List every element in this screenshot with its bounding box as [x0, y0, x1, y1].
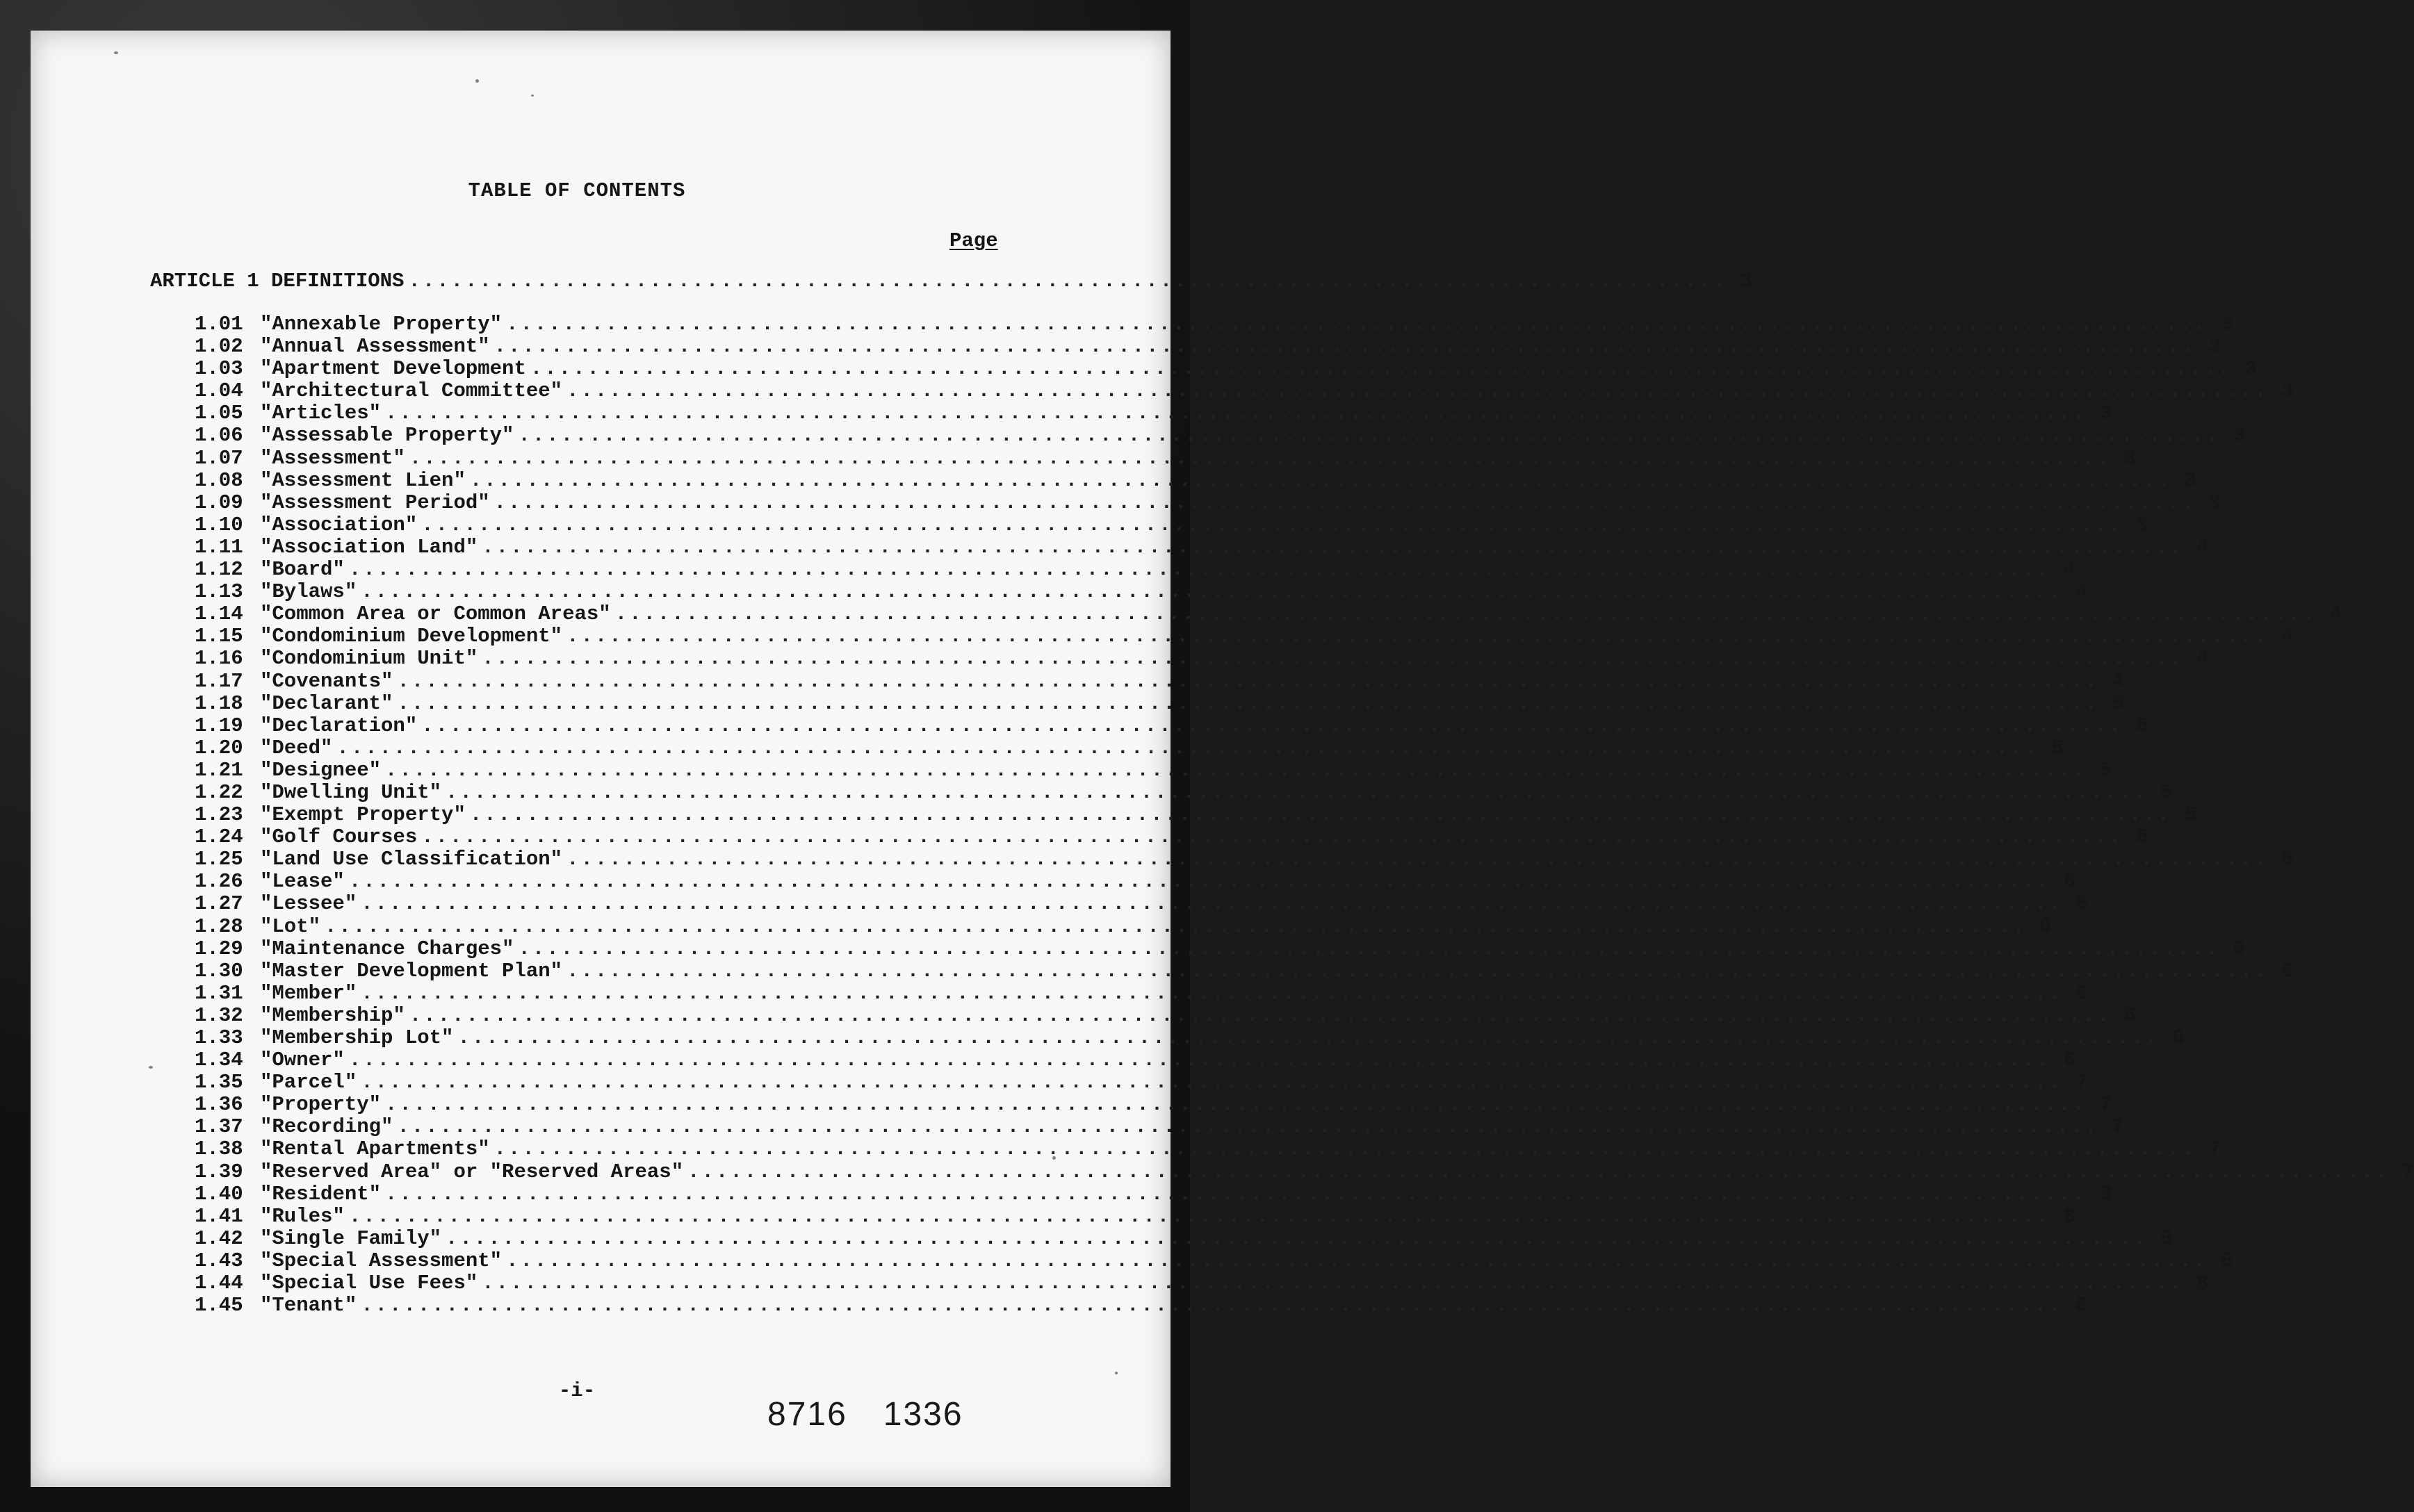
toc-entry [195, 848, 2294, 871]
entry-term: "Member" [260, 981, 357, 1005]
dot-leader: ........................................................................................................................ [348, 1049, 2051, 1072]
toc-entry [195, 513, 2148, 536]
dot-leader: ........................................................................................................................ [494, 335, 2196, 359]
dot-leader: ........................................................................................................................ [348, 1204, 2051, 1228]
entry-term: "Dwelling Unit" [260, 780, 442, 804]
dot-leader: ........................................................................................................................ [397, 669, 2099, 693]
entry-page-number: 5 [2136, 825, 2148, 849]
dot-leader: ........................................................................................................................ [494, 1137, 2196, 1161]
entry-term: "Lot" [260, 914, 321, 938]
dot-leader: ........................................................................................................................ [385, 1182, 2087, 1206]
toc-entry [195, 780, 2173, 804]
entry-number: 1.01 [195, 313, 243, 336]
toc-entry [195, 714, 2148, 737]
entry-term: "Membership Lot" [260, 1026, 454, 1049]
entry-page-number: 4 [2196, 647, 2209, 671]
entry-term: "Tenant" [260, 1294, 357, 1317]
dot-leader: ........................................................................................................................ [566, 379, 2269, 403]
dot-leader: ........................................................................................................................ [518, 424, 2220, 447]
stamp-book: 8716 [767, 1396, 847, 1433]
entry-page-number: 3 [2233, 424, 2245, 447]
entry-term: "Assessment Period" [260, 491, 490, 514]
speck [1115, 1372, 1118, 1374]
dot-leader: ........................................................................................................................ [361, 1071, 2063, 1094]
dot-leader: ........................................................................................................................ [421, 825, 2123, 849]
toc-entry [195, 937, 2245, 960]
entry-number: 1.28 [195, 914, 243, 938]
entry-page-number: 4 [2075, 580, 2088, 604]
dot-leader: ........................................................................................................................ [348, 558, 2051, 582]
dot-leader: ........................................................................................................................ [506, 313, 2208, 336]
entry-term: "Bylaws" [260, 580, 357, 604]
entry-number: 1.27 [195, 892, 243, 916]
entry-number: 1.39 [195, 1160, 243, 1183]
entry-page-number: 7 [2402, 1160, 2414, 1183]
entry-number: 1.37 [195, 1115, 243, 1139]
entry-number: 1.12 [195, 558, 243, 582]
dot-leader: ........................................................................................................................ [482, 535, 2184, 559]
entry-page-number: 6 [2233, 937, 2245, 960]
entry-term: "Property" [260, 1093, 382, 1117]
entry-page-number: 6 [2063, 1049, 2076, 1072]
entry-term: "Special Assessment" [260, 1249, 503, 1272]
entry-term: "Recording" [260, 1115, 393, 1139]
entry-page-number: 6 [2281, 959, 2294, 983]
entry-page-number: 6 [2172, 1026, 2185, 1049]
entry-number: 1.26 [195, 870, 243, 894]
toc-entry [195, 691, 2124, 715]
entry-page-number: 6 [2075, 981, 2088, 1005]
dot-leader: ........................................................................................................................ [421, 513, 2123, 536]
toc-entry [195, 1272, 2209, 1295]
toc-entry [195, 1249, 2233, 1272]
dot-leader: ........................................................................................................................ [397, 1115, 2099, 1139]
entry-page-number: 6 [2281, 848, 2294, 871]
dot-leader: ........................................................................................................................ [482, 1272, 2184, 1295]
entry-page-number: 3 [2244, 357, 2258, 381]
dot-leader: ........................................................................................................................ [469, 468, 2172, 492]
toc-entry [195, 803, 2197, 827]
toc-entry [195, 1294, 2088, 1317]
entry-page-number: 5 [2136, 714, 2148, 737]
entry-term: "Rules" [260, 1204, 345, 1228]
toc-entry [195, 535, 2209, 559]
entry-number: 1.17 [195, 669, 243, 693]
entry-page-number: 6 [2063, 870, 2076, 894]
toc-entry [195, 1115, 2124, 1139]
dot-leader: ........................................................................................................................ [421, 714, 2123, 737]
entry-number: 1.36 [195, 1093, 243, 1117]
dot-leader: ........................................................................................................................ [385, 1093, 2087, 1117]
dot-leader: ........................................................................................................................ [614, 602, 2317, 626]
toc-entry [195, 625, 2294, 648]
dot-leader: ........................................................................................................................ [469, 803, 2172, 827]
toc-entry [195, 446, 2137, 470]
dot-leader: ........................................................................................................................ [361, 981, 2063, 1005]
entry-page-number: 6 [2075, 892, 2088, 916]
entry-page-number: 3 [2136, 513, 2148, 536]
toc-entry [195, 424, 2245, 447]
entry-term: "Deed" [260, 736, 333, 759]
entry-term: "Articles" [260, 402, 382, 425]
dot-leader: ............................................................................................. [408, 270, 1727, 293]
entry-page-number: 8 [2196, 1272, 2209, 1295]
toc-entry [195, 1182, 2112, 1206]
dot-leader: ........................................................................................................................ [566, 848, 2269, 871]
entry-number: 1.02 [195, 335, 243, 359]
entry-number: 1.15 [195, 625, 243, 648]
toc-entry [195, 1204, 2076, 1228]
stamp-page: 1336 [883, 1396, 963, 1433]
dot-leader: ........................................................................................................................ [409, 1003, 2112, 1027]
entry-number: 1.09 [195, 491, 243, 514]
entry-term: "Exempt Property" [260, 803, 466, 827]
article-label: ARTICLE 1 DEFINITIONS [150, 270, 405, 293]
entry-term: "Annexable Property" [260, 313, 503, 336]
entry-number: 1.22 [195, 780, 243, 804]
entry-term: "Rental Apartments" [260, 1137, 490, 1161]
article-page-number: 3 [1740, 270, 1752, 293]
speck [114, 51, 118, 54]
entry-term: "Resident" [260, 1182, 382, 1206]
entry-number: 1.07 [195, 446, 243, 470]
entry-term: "Golf Courses [260, 825, 418, 849]
entry-number: 1.03 [195, 357, 243, 381]
entry-term: "Assessable Property" [260, 424, 514, 447]
entry-number: 1.29 [195, 937, 243, 960]
toc-entry [195, 981, 2088, 1005]
entry-term: "Master Development Plan" [260, 959, 563, 983]
dot-leader: ........................................................................................................................ [397, 691, 2099, 715]
toc-entry [195, 1226, 2173, 1250]
dot-leader: ........................................................................................................................ [385, 402, 2087, 425]
entry-number: 1.18 [195, 691, 243, 715]
entry-page-number: 6 [2039, 914, 2052, 938]
dot-leader: ........................................................................................................................ [361, 1294, 2063, 1317]
toc-entry [195, 1026, 2185, 1049]
entry-page-number: 7 [2208, 1137, 2221, 1161]
entry-number: 1.33 [195, 1026, 243, 1049]
entry-term: "Assessment Lien" [260, 468, 466, 492]
dot-leader: ........................................................................................................................ [457, 1026, 2160, 1049]
entry-term: "Parcel" [260, 1071, 357, 1094]
entry-number: 1.41 [195, 1204, 243, 1228]
entry-number: 1.04 [195, 379, 243, 403]
dot-leader: ........................................................................................................................ [687, 1160, 2390, 1183]
entry-page-number: 7 [2099, 1093, 2112, 1117]
entry-page-number: 4 [2281, 625, 2294, 648]
dot-leader: ........................................................................................................................ [348, 870, 2051, 894]
entry-page-number: 4 [2063, 558, 2076, 582]
toc-entry [195, 491, 2221, 514]
dot-leader: ........................................................................................................................ [446, 780, 2148, 804]
entry-number: 1.40 [195, 1182, 243, 1206]
dot-leader: ........................................................................................................................ [409, 446, 2112, 470]
entry-number: 1.21 [195, 758, 243, 782]
entry-number: 1.43 [195, 1249, 243, 1272]
toc-entry [195, 402, 2112, 425]
dot-leader: ........................................................................................................................ [566, 959, 2269, 983]
speck [531, 94, 534, 97]
entry-number: 1.14 [195, 602, 243, 626]
entry-term: "Lessee" [260, 892, 357, 916]
entry-page-number: 5 [2051, 736, 2064, 759]
dot-leader: ........................................................................................................................ [446, 1226, 2148, 1250]
entry-term: "Assessment" [260, 446, 405, 470]
entry-number: 1.23 [195, 803, 243, 827]
toc-entry [195, 892, 2088, 916]
entry-page-number: 3 [2281, 379, 2294, 403]
entry-page-number: 5 [2099, 758, 2112, 782]
entry-term: "Condominium Unit" [260, 647, 478, 671]
toc-entry [195, 313, 2233, 336]
entry-term: "Designee" [260, 758, 382, 782]
toc-entry [195, 1003, 2137, 1027]
toc-entry [195, 1071, 2088, 1094]
dot-leader: ........................................................................................................................ [530, 357, 2233, 381]
toc-entry [195, 1160, 2414, 1183]
entry-number: 1.34 [195, 1049, 243, 1072]
entry-page-number: 3 [2221, 313, 2233, 336]
toc-entry [195, 758, 2112, 782]
entry-page-number: 8 [2075, 1294, 2088, 1317]
entry-page-number: 5 [2112, 691, 2124, 715]
dot-leader: ........................................................................................................................ [518, 937, 2220, 960]
entry-page-number: 7 [2112, 1115, 2124, 1139]
toc-entry [195, 558, 2076, 582]
entry-term: "Reserved Area" or "Reserved Areas" [260, 1160, 684, 1183]
entry-number: 1.35 [195, 1071, 243, 1094]
entry-number: 1.24 [195, 825, 243, 849]
toc-entry [195, 669, 2124, 693]
entry-number: 1.42 [195, 1226, 243, 1250]
entry-term: "Maintenance Charges" [260, 937, 514, 960]
entry-page-number: 7 [2075, 1071, 2088, 1094]
toc-entries [195, 313, 2414, 1317]
entry-page-number: 8 [2063, 1204, 2076, 1228]
entry-number: 1.10 [195, 513, 243, 536]
entry-page-number: 6 [2123, 1003, 2137, 1027]
entry-page-number: 4 [2112, 669, 2124, 693]
entry-number: 1.16 [195, 647, 243, 671]
toc-entry [195, 1049, 2076, 1072]
entry-page-number: 8 [2099, 1182, 2112, 1206]
entry-term: "Declaration" [260, 714, 418, 737]
entry-page-number: 3 [2208, 491, 2221, 514]
entry-page-number: 5 [2184, 803, 2197, 827]
entry-page-number: 3 [2099, 402, 2112, 425]
entry-term: "Special Use Fees" [260, 1272, 478, 1295]
toc-entry [195, 914, 2052, 938]
dot-leader: ........................................................................................................................ [361, 580, 2063, 604]
entry-page-number: 4 [2329, 602, 2342, 626]
entry-term: "Apartment Development [260, 357, 526, 381]
entry-page-number: 5 [2160, 780, 2173, 804]
entry-term: "Association" [260, 513, 418, 536]
toc-entry [195, 959, 2294, 983]
entry-number: 1.05 [195, 402, 243, 425]
entry-term: "Association Land" [260, 535, 478, 559]
entry-number: 1.19 [195, 714, 243, 737]
recording-stamp [767, 1395, 1000, 1433]
entry-number: 1.45 [195, 1294, 243, 1317]
toc-entry [195, 1137, 2221, 1161]
entry-term: "Architectural Committee" [260, 379, 563, 403]
toc-entry [195, 580, 2088, 604]
entry-term: "Common Area or Common Areas" [260, 602, 611, 626]
page-column-heading: Page [949, 229, 998, 252]
dot-leader: ........................................................................................................................ [506, 1249, 2208, 1272]
dot-leader: ........................................................................................................................ [385, 758, 2087, 782]
toc-entry [195, 602, 2342, 626]
entry-number: 1.30 [195, 959, 243, 983]
entry-term: "Land Use Classification" [260, 848, 563, 871]
speck [149, 1066, 153, 1069]
entry-page-number: 4 [2196, 535, 2209, 559]
entry-page-number: 8 [2160, 1226, 2173, 1250]
dot-leader: ........................................................................................................................ [494, 491, 2196, 514]
entry-number: 1.08 [195, 468, 243, 492]
entry-term: "Condominium Development" [260, 625, 563, 648]
toc-entry [195, 870, 2076, 894]
entry-number: 1.25 [195, 848, 243, 871]
toc-entry [195, 647, 2209, 671]
entry-number: 1.13 [195, 580, 243, 604]
entry-number: 1.32 [195, 1003, 243, 1027]
entry-term: "Owner" [260, 1049, 345, 1072]
entry-number: 1.38 [195, 1137, 243, 1161]
entry-page-number: 3 [2123, 446, 2137, 470]
toc-entry [195, 736, 2064, 759]
entry-term: "Lease" [260, 870, 345, 894]
entry-term: "Board" [260, 558, 345, 582]
entry-term: "Declarant" [260, 691, 393, 715]
toc-entry [195, 1093, 2112, 1117]
folio-number: -i- [558, 1379, 596, 1402]
entry-term: "Annual Assessment" [260, 335, 490, 359]
toc-entry [195, 357, 2258, 381]
entry-term: "Covenants" [260, 669, 393, 693]
entry-term: "Membership" [260, 1003, 405, 1027]
dot-leader: ........................................................................................................................ [566, 625, 2269, 648]
toc-entry [195, 379, 2294, 403]
entry-number: 1.31 [195, 981, 243, 1005]
dot-leader: ........................................................................................................................ [325, 914, 2027, 938]
entry-page-number: 3 [2184, 468, 2197, 492]
toc-entry [195, 468, 2197, 492]
entry-page-number: 3 [2208, 335, 2221, 359]
toc-entry [195, 335, 2221, 359]
speck [475, 79, 479, 83]
dot-leader: ........................................................................................................................ [361, 892, 2063, 916]
toc-entry [195, 825, 2148, 849]
entry-number: 1.06 [195, 424, 243, 447]
page-title: TABLE OF CONTENTS [468, 179, 686, 202]
entry-number: 1.11 [195, 535, 243, 559]
entry-page-number: 8 [2221, 1249, 2233, 1272]
entry-number: 1.20 [195, 736, 243, 759]
dot-leader: ........................................................................................................................ [482, 647, 2184, 671]
article-heading [150, 270, 1752, 295]
entry-number: 1.44 [195, 1272, 243, 1295]
entry-term: "Single Family" [260, 1226, 442, 1250]
dot-leader: ........................................................................................................................ [336, 736, 2039, 759]
